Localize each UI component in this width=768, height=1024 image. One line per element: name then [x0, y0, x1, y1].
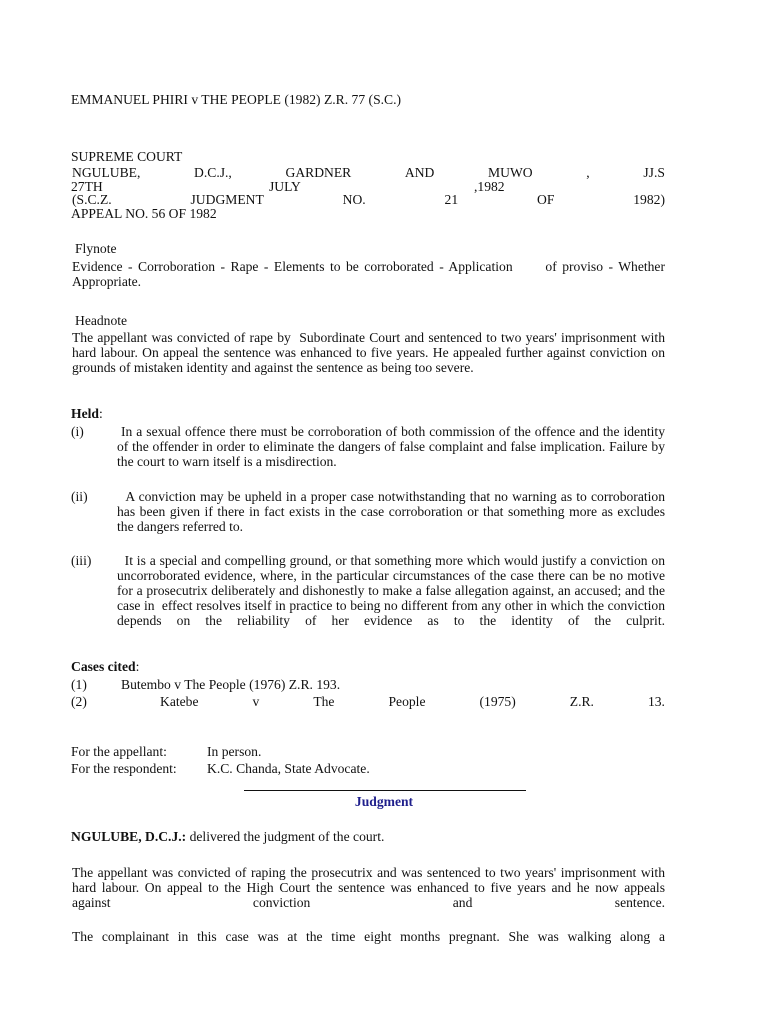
ref-word: OF — [537, 192, 555, 207]
held-item-number: (iii) — [71, 553, 92, 568]
coram-word: D.C.J., — [194, 165, 232, 180]
coram-word: JJ.S — [643, 165, 665, 180]
date-month: JULY — [269, 179, 301, 194]
held-item-text: In a sexual offence there must be corroboration of both commission of the offence and the identity of the offender in order to eliminate the dangers of false complaint and false implication. Failure by the court to warn itself is a misdirection. — [117, 424, 669, 469]
held-item-text: A conviction may be upheld in a proper case notwithstanding that no warning as to corroboration has been given if there in fact exists in the case corroboration or that something more as excludes the dangers referred to. — [117, 489, 669, 534]
flynote-text: Evidence - Corroboration - Rape - Elements to be corroborated - Application of proviso - Whether Appropriate. — [72, 259, 668, 289]
respondent-label: For the respondent: — [71, 761, 177, 776]
cases-cited-label: Cases cited — [71, 659, 136, 674]
date-day: 27TH — [71, 179, 103, 194]
held-colon: : — [98, 406, 103, 421]
case-word: Katebe — [160, 694, 199, 709]
appellant-value: In person. — [207, 744, 262, 759]
held-item-number: (i) — [71, 424, 84, 439]
judgment-paragraph: The appellant was convicted of raping the prosecutrix and was sentenced to two years' imprisonment with hard labour. On appeal to the High Court the sentence was enhanced to five years and he now appeals against conviction and sentence. — [72, 865, 665, 910]
headnote-text: The appellant was convicted of rape by Subordinate Court and sentenced to two years' imprisonment with hard labour. On appeal the sentence was enhanced to five years. He appealed further against conviction on grounds of mistaken identity and against the sentence as being too severe. — [72, 330, 669, 375]
ref-word: NO. — [342, 192, 366, 207]
appeal-number: APPEAL NO. 56 OF 1982 — [71, 206, 217, 221]
case-word: v — [252, 694, 260, 709]
cases-colon: : — [135, 659, 140, 674]
held-heading — [71, 406, 103, 421]
ref-word: 1982) — [633, 192, 665, 207]
case-word: People — [388, 694, 426, 709]
case-number: (1) — [71, 677, 87, 692]
ref-word: 21 — [444, 192, 459, 207]
ref-word: JUDGMENT — [190, 192, 264, 207]
flynote-label: Flynote — [75, 241, 117, 256]
judgment-heading: Judgment — [354, 794, 414, 809]
date-year: ,1982 — [474, 179, 505, 194]
case-citation — [160, 694, 665, 709]
coram-word: , — [586, 165, 590, 180]
respondent-value: K.C. Chanda, State Advocate. — [207, 761, 370, 776]
judge-text: delivered the judgment of the court. — [186, 829, 385, 844]
section-divider — [244, 790, 526, 791]
judgment-paragraph: The complainant in this case was at the time eight months pregnant. She was walking along a — [72, 929, 665, 944]
coram-line — [72, 165, 665, 180]
case-title: EMMANUEL PHIRI v THE PEOPLE (1982) Z.R. 77 (S.C.) — [71, 92, 402, 107]
appellant-label: For the appellant: — [71, 744, 167, 759]
coram-word: MUWO — [488, 165, 533, 180]
case-word: Z.R. — [569, 694, 594, 709]
held-label: Held — [71, 406, 99, 421]
case-word: The — [313, 694, 335, 709]
case-word: (1975) — [479, 694, 516, 709]
coram-word: NGULUBE, — [72, 165, 141, 180]
headnote-label: Headnote — [75, 313, 128, 328]
case-number: (2) — [71, 694, 87, 709]
ref-word: (S.C.Z. — [72, 192, 112, 207]
held-item-text: It is a special and compelling ground, or that something more which would justify a conviction on uncorroborated evidence, where, in the particular circumstances of the case there can be no motive for a prosecutrix deliberately and dishonestly to make a false allegation against, an accused; and the case in effect resolves itself in practice to being no different from any other in which the conviction depends on the reliability of her evidence as to the identity of the culprit. — [117, 553, 669, 628]
coram-word: AND — [404, 165, 435, 180]
judge-line — [71, 829, 384, 844]
held-item-number: (ii) — [71, 489, 88, 504]
judge-name: NGULUBE, D.C.J.: — [71, 829, 187, 844]
court-name: SUPREME COURT — [71, 149, 183, 164]
judgment-ref-line — [72, 192, 665, 207]
coram-word: GARDNER — [285, 165, 352, 180]
cases-cited-heading — [71, 659, 139, 674]
case-word: 13. — [647, 694, 665, 709]
case-citation: Butembo v The People (1976) Z.R. 193. — [121, 677, 341, 692]
